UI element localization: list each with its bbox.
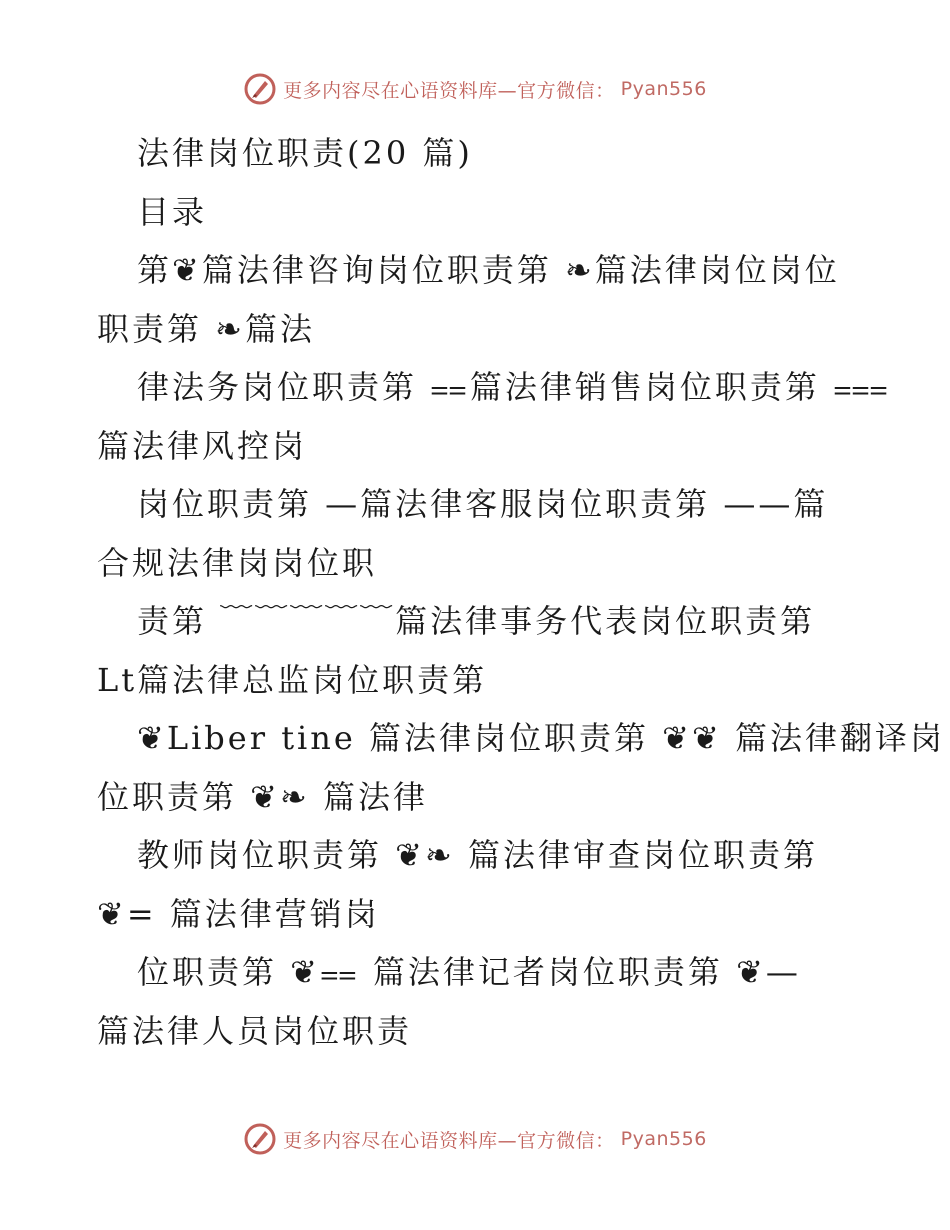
toc-line: 责第 ﹋﹋﹋﹋﹋篇法律事务代表岗位职责第: [137, 602, 816, 640]
toc-line: 职责第 ❧篇法: [97, 309, 315, 348]
toc-line: 位职责第 ❦⩵ 篇法律记者岗位职责第 ❦—: [137, 953, 801, 991]
toc-line: 律法务岗位职责第 ⩵篇法律销售岗位职责第 ⩶: [137, 368, 891, 406]
toc-line: ❦= 篇法律营销岗: [97, 894, 380, 933]
header-banner: [0, 72, 950, 106]
toc-line: 篇法律人员岗位职责: [97, 1011, 413, 1050]
toc-line: Lt篇法律总监岗位职责第: [97, 660, 488, 699]
banner-text: 更多内容尽在心语资料库—官方微信：: [283, 79, 615, 102]
banner-wechat-id: Pyan556: [620, 78, 707, 100]
document-title: 法律岗位职责(20 篇): [137, 134, 473, 172]
footer-banner: [0, 1122, 950, 1156]
toc-line: 岗位职责第 —篇法律客服岗位职责第 ——篇: [137, 485, 829, 523]
toc-line: 篇法律风控岗: [97, 426, 308, 465]
toc-line: ❦Liber tine 篇法律岗位职责第 ❦❦ 篇法律翻译岗: [137, 719, 945, 757]
document-body: [97, 124, 945, 1060]
toc-line: 教师岗位职责第 ❦❧ 篇法律审查岗位职责第: [137, 836, 818, 874]
toc-line: 合规法律岗岗位职: [97, 543, 378, 582]
toc-line: 第❦篇法律咨询岗位职责第 ❧篇法律岗位岗位: [137, 251, 840, 289]
banner-text: 更多内容尽在心语资料库—官方微信：: [283, 1129, 615, 1152]
banner-wechat-id: Pyan556: [620, 1128, 707, 1150]
logo-icon: [243, 1122, 277, 1156]
toc-line: 位职责第 ❦❧ 篇法律: [97, 777, 428, 816]
toc-heading: 目录: [137, 192, 208, 231]
logo-icon: [243, 72, 277, 106]
